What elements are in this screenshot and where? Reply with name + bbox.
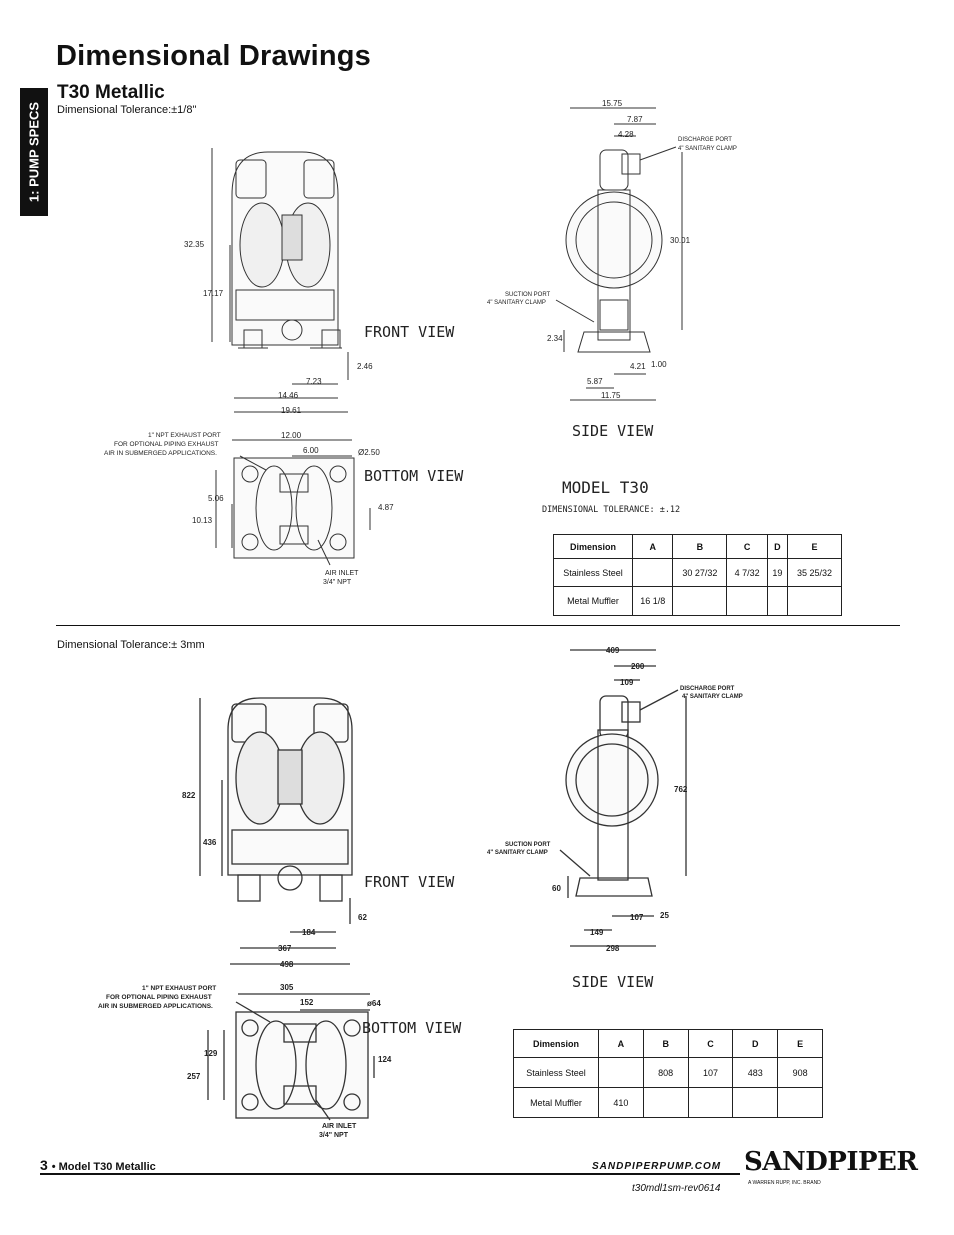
dimension-table-metric xyxy=(513,1029,823,1118)
table-cell xyxy=(727,587,767,616)
front-view-pump-metric xyxy=(228,698,352,901)
table-cell: 410 xyxy=(599,1088,644,1118)
dim-label: 25 xyxy=(660,911,669,920)
dim-label: 498 xyxy=(280,960,294,969)
table-header: B xyxy=(673,535,727,559)
table-cell: Stainless Steel xyxy=(514,1058,599,1088)
dim-label: 200 xyxy=(631,662,645,671)
dim-label: 11.75 xyxy=(601,391,621,400)
table-cell xyxy=(673,587,727,616)
dim-label: 152 xyxy=(300,998,314,1007)
dim-label: 4.87 xyxy=(378,503,394,512)
suction-note: 4" SANITARY CLAMP xyxy=(487,300,546,306)
table-cell: Metal Muffler xyxy=(514,1088,599,1118)
dim-label: 30.01 xyxy=(670,236,691,245)
dim-label: 7.87 xyxy=(627,115,643,124)
table-cell xyxy=(688,1088,733,1118)
table-cell: 107 xyxy=(688,1058,733,1088)
dim-label: 129 xyxy=(204,1049,218,1058)
side-tab-label: 1: PUMP SPECS xyxy=(26,101,42,203)
dim-label: 124 xyxy=(378,1055,392,1064)
table-cell xyxy=(767,587,787,616)
tolerance-imperial: Dimensional Tolerance:±1/8" xyxy=(57,104,197,116)
discharge-note: 4" SANITARY CLAMP xyxy=(682,694,743,700)
table-row xyxy=(514,1088,823,1118)
section-title: T30 Metallic xyxy=(57,82,165,103)
table-cell: 30 27/32 xyxy=(673,559,727,587)
dim-label: 10.13 xyxy=(192,516,213,525)
table-header: E xyxy=(778,1030,823,1058)
discharge-note: 4" SANITARY CLAMP xyxy=(678,146,737,152)
dim-label: 6.00 xyxy=(303,446,319,455)
dim-label: 15.75 xyxy=(602,99,623,108)
table-cell xyxy=(633,559,673,587)
footer-rule xyxy=(40,1173,740,1175)
table-cell: 4 7/32 xyxy=(727,559,767,587)
sandpiper-logo: SANDPIPER xyxy=(744,1147,918,1177)
page-title: Dimensional Drawings xyxy=(56,40,372,72)
table-cell: Stainless Steel xyxy=(554,559,633,587)
dim-label: 305 xyxy=(280,983,294,992)
exhaust-note: 1" NPT EXHAUST PORT xyxy=(148,432,221,439)
dim-label: 257 xyxy=(187,1072,201,1081)
table-header: A xyxy=(633,535,673,559)
table-header: Dimension xyxy=(514,1030,599,1058)
table-cell: 908 xyxy=(778,1058,823,1088)
dim-label: 762 xyxy=(674,785,688,794)
logo-tagline: A WARREN RUPP, INC. BRAND xyxy=(748,1180,821,1186)
front-view-pump-imperial xyxy=(232,152,342,348)
front-view-label-imperial: FRONT VIEW xyxy=(364,323,455,341)
dim-label: Ø2.50 xyxy=(358,448,380,457)
dim-label: 5.06 xyxy=(208,494,224,503)
model-tolerance: DIMENSIONAL TOLERANCE: ±.12 xyxy=(542,505,681,515)
page-number-block xyxy=(40,1157,156,1173)
table-header: D xyxy=(767,535,787,559)
dim-label: 4.28 xyxy=(618,130,634,139)
dim-label: 14.46 xyxy=(278,391,299,400)
table-cell xyxy=(733,1088,778,1118)
dim-label: 60 xyxy=(552,884,561,893)
table-cell: Metal Muffler xyxy=(554,587,633,616)
dim-label: 822 xyxy=(182,791,196,800)
dim-label: 19.61 xyxy=(281,406,302,415)
dimension-table-imperial xyxy=(553,534,842,616)
bottom-view-label-metric: BOTTOM VIEW xyxy=(362,1019,462,1037)
dim-label: 12.00 xyxy=(281,431,302,440)
table-row xyxy=(514,1058,823,1088)
dim-label: 436 xyxy=(203,838,217,847)
table-cell xyxy=(778,1088,823,1118)
side-view-pump-metric xyxy=(566,696,658,896)
side-view-pump-imperial xyxy=(566,150,662,352)
table-cell xyxy=(788,587,842,616)
exhaust-note: AIR IN SUBMERGED APPLICATIONS. xyxy=(104,450,217,457)
exhaust-note: FOR OPTIONAL PIPING EXHAUST xyxy=(106,994,212,1001)
table-header: D xyxy=(733,1030,778,1058)
dim-label: ø64 xyxy=(367,999,381,1008)
dim-label: 409 xyxy=(606,646,620,655)
dim-label: 7.23 xyxy=(306,377,322,386)
discharge-note: DISCHARGE PORT xyxy=(680,686,735,692)
exhaust-note: FOR OPTIONAL PIPING EXHAUST xyxy=(114,441,219,448)
website-link[interactable]: SANDPIPERPUMP.COM xyxy=(592,1161,722,1172)
table-header: A xyxy=(599,1030,644,1058)
suction-note: SUCTION PORT xyxy=(505,292,551,298)
document-id: t30mdl1sm-rev0614 xyxy=(632,1183,721,1194)
table-row xyxy=(554,587,842,616)
dim-label: 1.00 xyxy=(651,360,667,369)
table-cell xyxy=(599,1058,644,1088)
table-cell: 35 25/32 xyxy=(788,559,842,587)
bottom-view-label-imperial: BOTTOM VIEW xyxy=(364,467,464,485)
exhaust-note: AIR IN SUBMERGED APPLICATIONS. xyxy=(98,1003,213,1010)
table-cell xyxy=(643,1088,688,1118)
table-header: Dimension xyxy=(554,535,633,559)
dim-label: 109 xyxy=(620,678,634,687)
dim-label: 2.34 xyxy=(547,334,563,343)
dim-label: 149 xyxy=(590,928,604,937)
bottom-view-pump-imperial xyxy=(234,458,354,558)
side-view-label-imperial: SIDE VIEW xyxy=(572,422,654,440)
table-header: E xyxy=(788,535,842,559)
dim-label: 4.21 xyxy=(630,362,646,371)
air-inlet-note: AIR INLET xyxy=(325,570,359,577)
section-divider xyxy=(56,625,900,626)
suction-note: SUCTION PORT xyxy=(505,842,551,848)
dim-label: 32.35 xyxy=(184,240,205,249)
air-inlet-note: 3/4" NPT xyxy=(323,579,352,586)
dim-label: 107 xyxy=(630,913,644,922)
side-view-label-metric: SIDE VIEW xyxy=(572,973,654,991)
tolerance-metric: Dimensional Tolerance:± 3mm xyxy=(57,639,205,651)
table-header: C xyxy=(727,535,767,559)
dim-label: 184 xyxy=(302,928,316,937)
table-header: B xyxy=(643,1030,688,1058)
dim-label: 2.46 xyxy=(357,362,373,371)
bottom-view-pump-metric xyxy=(236,1012,368,1118)
model-label: MODEL T30 xyxy=(562,478,649,497)
dim-label: 62 xyxy=(358,913,367,922)
table-cell: 16 1/8 xyxy=(633,587,673,616)
air-inlet-note: AIR INLET xyxy=(322,1123,357,1130)
page-number: 3 xyxy=(40,1157,48,1173)
dim-label: 367 xyxy=(278,944,292,953)
table-header: C xyxy=(688,1030,733,1058)
table-cell: 19 xyxy=(767,559,787,587)
air-inlet-note: 3/4" NPT xyxy=(319,1132,348,1139)
discharge-note: DISCHARGE PORT xyxy=(678,137,732,143)
suction-note: 4" SANITARY CLAMP xyxy=(487,850,548,856)
table-cell: 483 xyxy=(733,1058,778,1088)
exhaust-note: 1" NPT EXHAUST PORT xyxy=(142,985,217,992)
table-row xyxy=(554,559,842,587)
dim-label: 17.17 xyxy=(203,289,224,298)
page-label: • Model T30 Metallic xyxy=(51,1161,156,1173)
front-view-label-metric: FRONT VIEW xyxy=(364,873,455,891)
table-cell: 808 xyxy=(643,1058,688,1088)
dim-label: 5.87 xyxy=(587,377,603,386)
dim-label: 298 xyxy=(606,944,620,953)
